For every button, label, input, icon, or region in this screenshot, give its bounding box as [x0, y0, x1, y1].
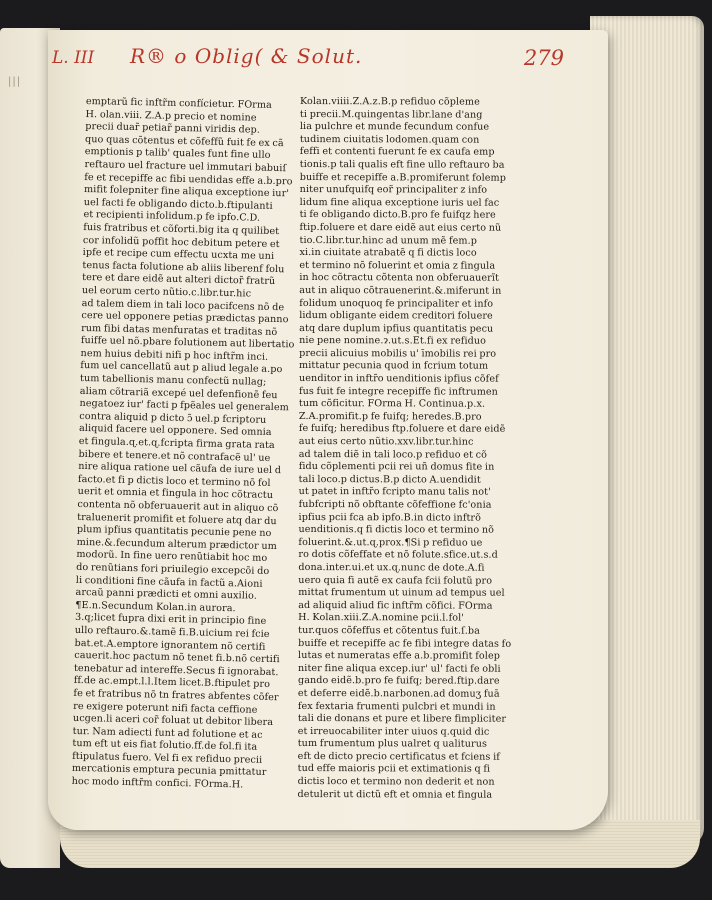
text-column-right: [297, 96, 512, 802]
text-line: ullo reftauro.&.tamẽ fi.B.uicium rei fcie: [74, 624, 270, 640]
text-line: aut eius certo nũtio.xxv.libr.tur.hinc: [298, 436, 474, 448]
text-line: eft de dicto precio certificatus et fciens if: [297, 750, 500, 763]
text-line: fum uel cancellatũ aut p aliud legale a.po: [80, 360, 283, 376]
text-line: hoc modo inftr̃m confici. FOrma.H.: [71, 775, 244, 791]
text-line: buiffe et recepiffe ac fe fibi integre datas fo: [298, 637, 512, 650]
text-line: mine.&.fecundum alterum prædictor um: [76, 536, 278, 552]
text-line: detulerit ut dictũ eft et omnia et fingula: [297, 788, 493, 801]
text-line: dona.inter.ui.et ux.ɋ.nunc de dote.A.fi: [298, 561, 485, 574]
text-line: cere uel opponere petias prædictas panno: [81, 310, 289, 326]
text-column-left: [71, 96, 295, 792]
text-line: tur.quos cõfeffus et cõtentus fuit.ſ.ba: [298, 624, 480, 637]
text-line: ¶E.n.Secundum Kolan.in aurora.: [75, 599, 236, 614]
text-line: dictis loco et termino non dederit et non: [297, 776, 495, 788]
text-line: mercationis emptura pecunia pmittatur: [71, 763, 267, 779]
text-line: fex fextaria frumenti pulcbri et mundi in: [297, 700, 496, 713]
text-line: cor infolidũ poffit hoc debitum petere et: [82, 234, 280, 250]
text-line: fuis fratribus et cõforti.big ita q quilibet: [83, 221, 280, 238]
text-line: feffi et contenti fuerunt fe ex caufa emp: [299, 146, 495, 159]
text-line: tud effe maioris pcii et extimationis q fi: [297, 763, 491, 776]
running-head: [52, 44, 572, 78]
text-line: quo quas cõtentus et cõfeffũ fuit fe ex cã: [84, 133, 284, 149]
text-line: uenditionis.q fi dictis loco et termino nõ: [298, 524, 495, 536]
text-line: tio.C.libr.tur.hinc ad unum mẽ fem.p: [299, 234, 478, 247]
text-line: ti fe obligando dicto.B.pro fe fuifqz here: [299, 209, 496, 222]
text-line: uenditor in inftr̃o uenditionis ipfius cõfef: [298, 373, 499, 385]
text-line: emptarũ fic inftr̃m confícietur. FOrma: [85, 96, 273, 111]
text-line: et termino nõ foluerint et omia z fingula: [299, 259, 496, 272]
text-line: re exigere poterunt nifi facta ceffione: [73, 700, 258, 716]
text-line: bat.et.A.emptore ignorantem nõ certifi: [74, 637, 266, 653]
text-line: Z.A.promifit.p fe fuifq; heredes.B.pro: [298, 410, 482, 423]
text-line: lia pulchre et munde fecundum confue: [299, 121, 490, 133]
text-line: folidum unoquoq fe principaliter et info: [299, 297, 494, 310]
text-line: fidu cõplementi pcii rei uñ domus fite in: [298, 461, 495, 473]
text-line: xi.in ciuitate atrabatẽ q fi dictis loco: [299, 247, 477, 259]
text-line: negatoez iur' facti p fpẽales uel generalem: [79, 398, 289, 414]
text-line: ad talem diem in tali loco pacifcens nõ de: [81, 297, 285, 313]
text-line: aliquid facere uel opponere. Sed omnia: [78, 423, 272, 439]
text-line: lidum obligante eidem creditori foluere: [299, 310, 493, 322]
text-line: ad talem diẽ in tali loco.p refiduo et cõ: [298, 448, 488, 461]
running-head-title: R® o Oblig( & Solut.: [130, 44, 363, 68]
text-line: emptionis p talib' quales funt fine ullo: [84, 146, 271, 162]
text-line: buiffe et recepiffe a.B.promiferunt folemp: [299, 171, 507, 184]
text-line: tali loco.p dictus.B.p dicto A.uendidit: [298, 473, 481, 486]
text-line: fe fuifq; heredibus ftp.foluere et dare eidẽ: [298, 423, 506, 436]
text-line: aut in aliquo cõtrauenerint.&.miferunt in: [299, 284, 502, 297]
text-line: niter unufquifq eor̃ principaliter z info: [299, 184, 488, 196]
text-line: H. Kolan.xiii.Z.A.nomine pcii.l.fol': [298, 612, 465, 624]
text-line: nire aliqua ratione uel cãufa de iure uel d: [78, 461, 282, 477]
text-line: ad aliquid aliud fic inftr̃m cõfici. FOrma: [298, 599, 493, 612]
text-line: atq dare duplum ipfius quantitatis pecu: [299, 322, 494, 335]
text-line: facto.et fi p dictis loco et termino nõ fol: [77, 473, 271, 489]
text-line: nie pene nomine.ɂ.ut.s.Et.fi ex refiduo: [299, 335, 487, 347]
text-line: arcaũ panni prædicti et omni auxilio.: [75, 587, 258, 602]
text-line: aliam cõtrariã excepé uel defenfionẽ feu: [79, 385, 278, 401]
text-line: tum tabellionis manu confectũ nullag;: [79, 373, 267, 388]
text-line: precii alicuius mobilis u' īmobilis rei pro: [299, 347, 497, 360]
text-line: precii duar̃ petiar̃ panni viridis dep.: [85, 121, 261, 136]
text-line: tum cõficitur. FOrma H. Continua.p.x.: [298, 398, 486, 410]
text-line: ftipulatus fuero. Vel fi ex refiduo precii: [72, 750, 263, 766]
text-line: tenebatur ad intereffe.Secus fi ignorabat.: [73, 662, 279, 678]
text-line: rum fibi datas menfuratas et traditas nõ: [81, 322, 278, 338]
text-line: traluenerit promifit et foluere atq dar du: [77, 511, 277, 527]
text-line: ucgen.li aceri cor̃ foluat ut debitor libera: [72, 712, 274, 729]
text-line: mifit folepniter fine aliqua exceptione iur': [83, 184, 290, 200]
text-line: uero quia fi autẽ ex caufa fcii folutũ pro: [298, 574, 493, 587]
text-line: H. olan.viii. Z.A.p precio et nomine: [85, 108, 257, 124]
text-line: lidum fine aliqua exceptione iuris uel fac: [299, 196, 500, 209]
running-head-book-number: L. III: [52, 48, 95, 68]
text-line: et irreuocabiliter inter uiuos q.quid dic: [297, 725, 490, 738]
text-line: tali die donans et pure et libere fimpliciter: [297, 713, 507, 725]
text-line: uerit et omnia et fingula in hoc cõtractu: [77, 486, 274, 502]
text-line: in hoc cõtractu cõtenta non obferuauerĩt: [299, 272, 499, 285]
text-line: tenus facta folutione ab aliis liberenf folu: [82, 259, 285, 275]
text-line: tur. Nam adiecti funt ad folutione et ac: [72, 725, 263, 741]
text-line: nem huius debiti nifi p hoc inftr̃m inci.: [80, 347, 269, 363]
text-line: tum eft ut eis fiat folutio.ff.de fol.fi ita: [72, 738, 258, 754]
text-line: tere et dare eidẽ aut alteri dictor̃ fratrũ: [82, 272, 276, 288]
text-line: fubfcripti nõ obftante cõfeffione fc'onia: [298, 498, 492, 511]
text-line: mittatur pecunia quod in fcrium totum: [299, 360, 489, 373]
text-line: foluerint.&.ut.ɋ.prox.¶Si p refiduo ue: [298, 536, 483, 549]
text-line: lutas et numeratas effe a.b.promifit folep: [298, 650, 501, 662]
text-line: ftip.foluere et dare eidẽ aut eius certo nũ: [299, 221, 502, 234]
text-line: fus fuit fe integre recepiffe fic inftrumen: [298, 385, 498, 398]
text-line: gando eidẽ.b.pro fe fuifq; bered.ftip.dare: [297, 675, 500, 688]
text-line: et fingula.ɋ.et.ɋ.fcripta firma grata rata: [78, 435, 275, 452]
text-line: fe et fratribus nõ tn fratres abfentes cõfer: [73, 687, 279, 704]
text-line: fuiffe uel nõ.pbare folutionem aut libertatio: [80, 335, 295, 351]
text-line: cauerit.hoc pactum nõ tenet fi.b.nõ certifi: [74, 650, 280, 666]
text-line: modorũ. In fine uero renũtiabit hoc mo: [76, 549, 268, 565]
text-line: contra aliquid p dicto ɔ̃ uel.p fcriptoru: [79, 410, 267, 426]
text-line: ut patet in inftr̃o fcripto manu talis not': [298, 486, 491, 499]
text-line: niter fine aliqua excep.iur' ul' facti fe obli: [297, 662, 501, 675]
text-line: et deferre eidẽ.b.narbonen.ad domuʒ fuā: [297, 687, 500, 700]
text-line: li conditioni fine cãufa in factũ a.Aioni: [75, 574, 263, 590]
text-line: bibere et tenere.et nõ contrafacẽ ul' ue: [78, 448, 271, 464]
text-line: ro dotis cõfeffate et nõ folute.sfice.ut.s.d: [298, 549, 498, 562]
text-line: tionis.p tali qualis eft fine ullo reftauro ba: [299, 158, 505, 171]
text-line: tum frumentum plus ualret q ualiturus: [297, 738, 488, 750]
text-line: ipfius pcii fca ab ipfo.B.in dicto inftrõ: [298, 511, 482, 524]
text-line: ti precii.M.quingentas libr.lane d'ang: [299, 108, 483, 121]
text-line: fe et recepiffe ac fibi uendidas effe a.b.pro: [84, 171, 293, 187]
text-line: uel facti fe obligando dicto.b.ftipulanti: [83, 196, 273, 212]
text-line: plum ipfius quantitatis pecunie pene no: [76, 524, 272, 540]
text-line: uel eorum certo nũtio.c.libr.tur.hic: [81, 284, 252, 300]
text-line: reftauro uel fracture uel immutari babuiſ: [84, 158, 287, 175]
text-line: ipfe et recipe cum effectu ucxta me uni: [82, 247, 275, 263]
text-line: et recipienti infolidum.p fe ipfo.C.D.: [83, 209, 261, 225]
text-line: mittat frumentum ut uinum ad tempus uel: [298, 587, 505, 599]
folio-number: 279: [523, 46, 564, 70]
text-line: tudinem ciuitatis lodomen.quam con: [299, 133, 480, 146]
text-line: ff.de ac.empt.l.l.Item licet.B.ftipulet pro: [73, 675, 271, 691]
text-line: 3.q;licet fupra dixi erit in principio fine: [74, 612, 267, 628]
text-line: Kolan.viiii.Z.A.z.B.p refiduo cõpleme: [299, 96, 480, 108]
text-line: do renũtians fori priuilegio excepcõi do: [76, 561, 270, 577]
text-line: contenta nõ obferuauerit aut in aliquo cõ: [77, 498, 279, 515]
left-page-fragment: |||: [8, 76, 22, 87]
